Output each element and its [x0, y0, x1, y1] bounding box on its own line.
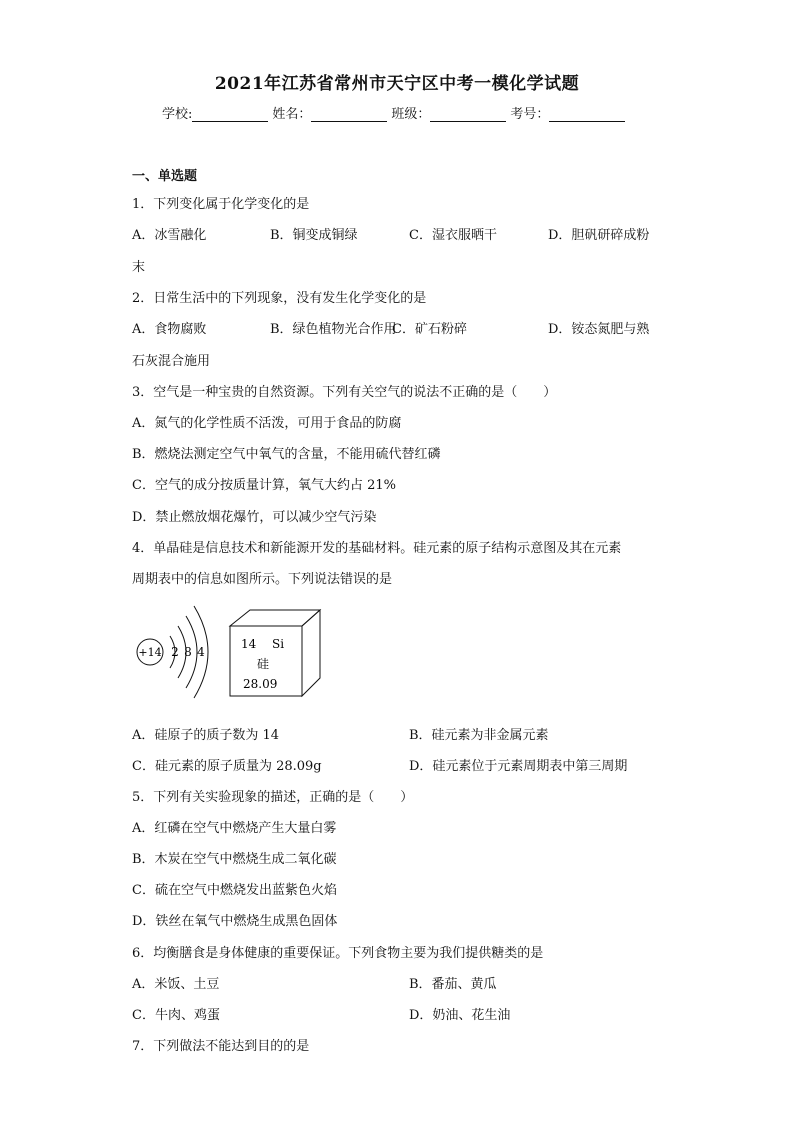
q6-option-a[interactable]: A．米饭、土豆 — [132, 977, 220, 992]
cell-top-face — [230, 610, 320, 626]
exam-number-label: 考号： — [510, 107, 550, 122]
q1-option-b[interactable]: B．铜变成铜绿 — [270, 228, 358, 243]
name-blank[interactable] — [311, 108, 387, 122]
shell-3-electrons: 4 — [197, 645, 205, 659]
q5-option-c[interactable]: C．硫在空气中燃烧发出蓝紫色火焰 — [132, 883, 337, 898]
name-label: 姓名： — [272, 107, 312, 122]
shell-1-electrons: 2 — [171, 645, 179, 659]
q1-option-d[interactable]: D．胆矾研碎成粉 — [548, 228, 650, 243]
q3-option-c[interactable]: C．空气的成分按质量计算，氧气大约占 21% — [132, 478, 396, 493]
school-label: 学校: — [162, 107, 193, 122]
element-name: 硅 — [257, 657, 270, 671]
q2-option-a[interactable]: A．食物腐败 — [132, 322, 207, 337]
q3-option-d[interactable]: D．禁止燃放烟花爆竹，可以减少空气污染 — [132, 510, 377, 525]
question-1-stem: 1．下列变化属于化学变化的是 — [132, 197, 310, 212]
q3-option-b[interactable]: B．燃烧法测定空气中氧气的含量，不能用硫代替红磷 — [132, 447, 441, 462]
q4-option-d[interactable]: D．硅元素位于元素周期表中第三周期 — [409, 759, 628, 774]
q1-option-c[interactable]: C．湿衣服晒干 — [409, 228, 497, 243]
question-2-stem: 2．日常生活中的下列现象，没有发生化学变化的是 — [132, 291, 427, 306]
q6-option-d[interactable]: D．奶油、花生油 — [409, 1008, 511, 1023]
question-4-stem: 4．单晶硅是信息技术和新能源开发的基础材料。硅元素的原子结构示意图及其在元素 — [132, 541, 622, 556]
q2-option-b[interactable]: B．绿色植物光合作用 — [270, 322, 397, 337]
silicon-figure — [130, 602, 330, 702]
element-symbol: Si — [272, 637, 285, 651]
cell-side-face — [302, 610, 320, 696]
q2-option-d-wrap: 石灰混合施用 — [132, 354, 211, 369]
q1-option-a[interactable]: A．冰雪融化 — [132, 228, 207, 243]
q4-option-b[interactable]: B．硅元素为非金属元素 — [409, 728, 549, 743]
q2-option-c[interactable]: C．矿石粉碎 — [392, 322, 467, 337]
q6-option-c[interactable]: C．牛肉、鸡蛋 — [132, 1008, 220, 1023]
q4-option-a[interactable]: A．硅原子的质子数为 14 — [132, 728, 280, 743]
exam-number-blank[interactable] — [549, 108, 625, 122]
periodic-table-cell — [230, 610, 320, 696]
q2-option-d[interactable]: D．铵态氮肥与熟 — [548, 322, 650, 337]
atomic-number: 14 — [241, 637, 257, 651]
q4-option-c[interactable]: C．硅元素的原子质量为 28.09g — [132, 759, 322, 774]
section-heading: 一、单选题 — [132, 169, 198, 184]
shell-2-electrons: 8 — [184, 645, 192, 659]
question-4-stem-continued: 周期表中的信息如图所示。下列说法错误的是 — [132, 572, 393, 587]
exam-title: 2021年江苏省常州市天宁区中考一模化学试题 — [214, 74, 580, 94]
q5-option-d[interactable]: D．铁丝在氧气中燃烧生成黑色固体 — [132, 914, 338, 929]
q1-option-d-wrap: 末 — [132, 260, 146, 275]
atomic-mass: 28.09 — [243, 677, 278, 691]
school-blank[interactable] — [192, 108, 268, 122]
q6-option-b[interactable]: B．番茄、黄瓜 — [409, 977, 497, 992]
question-7-stem: 7．下列做法不能达到目的的是 — [132, 1039, 310, 1054]
nucleus-charge: +14 — [138, 646, 162, 659]
q5-option-b[interactable]: B．木炭在空气中燃烧生成二氧化碳 — [132, 852, 337, 867]
question-5-stem: 5．下列有关实验现象的描述，正确的是（ ） — [132, 790, 414, 805]
class-blank[interactable] — [430, 108, 506, 122]
question-3-stem: 3．空气是一种宝贵的自然资源。下列有关空气的说法不正确的是（ ） — [132, 385, 557, 400]
question-6-stem: 6．均衡膳食是身体健康的重要保证。下列食物主要为我们提供糖类的是 — [132, 946, 544, 961]
atomic-structure-diagram — [137, 606, 208, 698]
q5-option-a[interactable]: A．红磷在空气中燃烧产生大量白雾 — [132, 821, 337, 836]
student-info-row — [162, 103, 629, 122]
q3-option-a[interactable]: A．氮气的化学性质不活泼，可用于食品的防腐 — [132, 416, 402, 431]
class-label: 班级： — [391, 107, 431, 122]
